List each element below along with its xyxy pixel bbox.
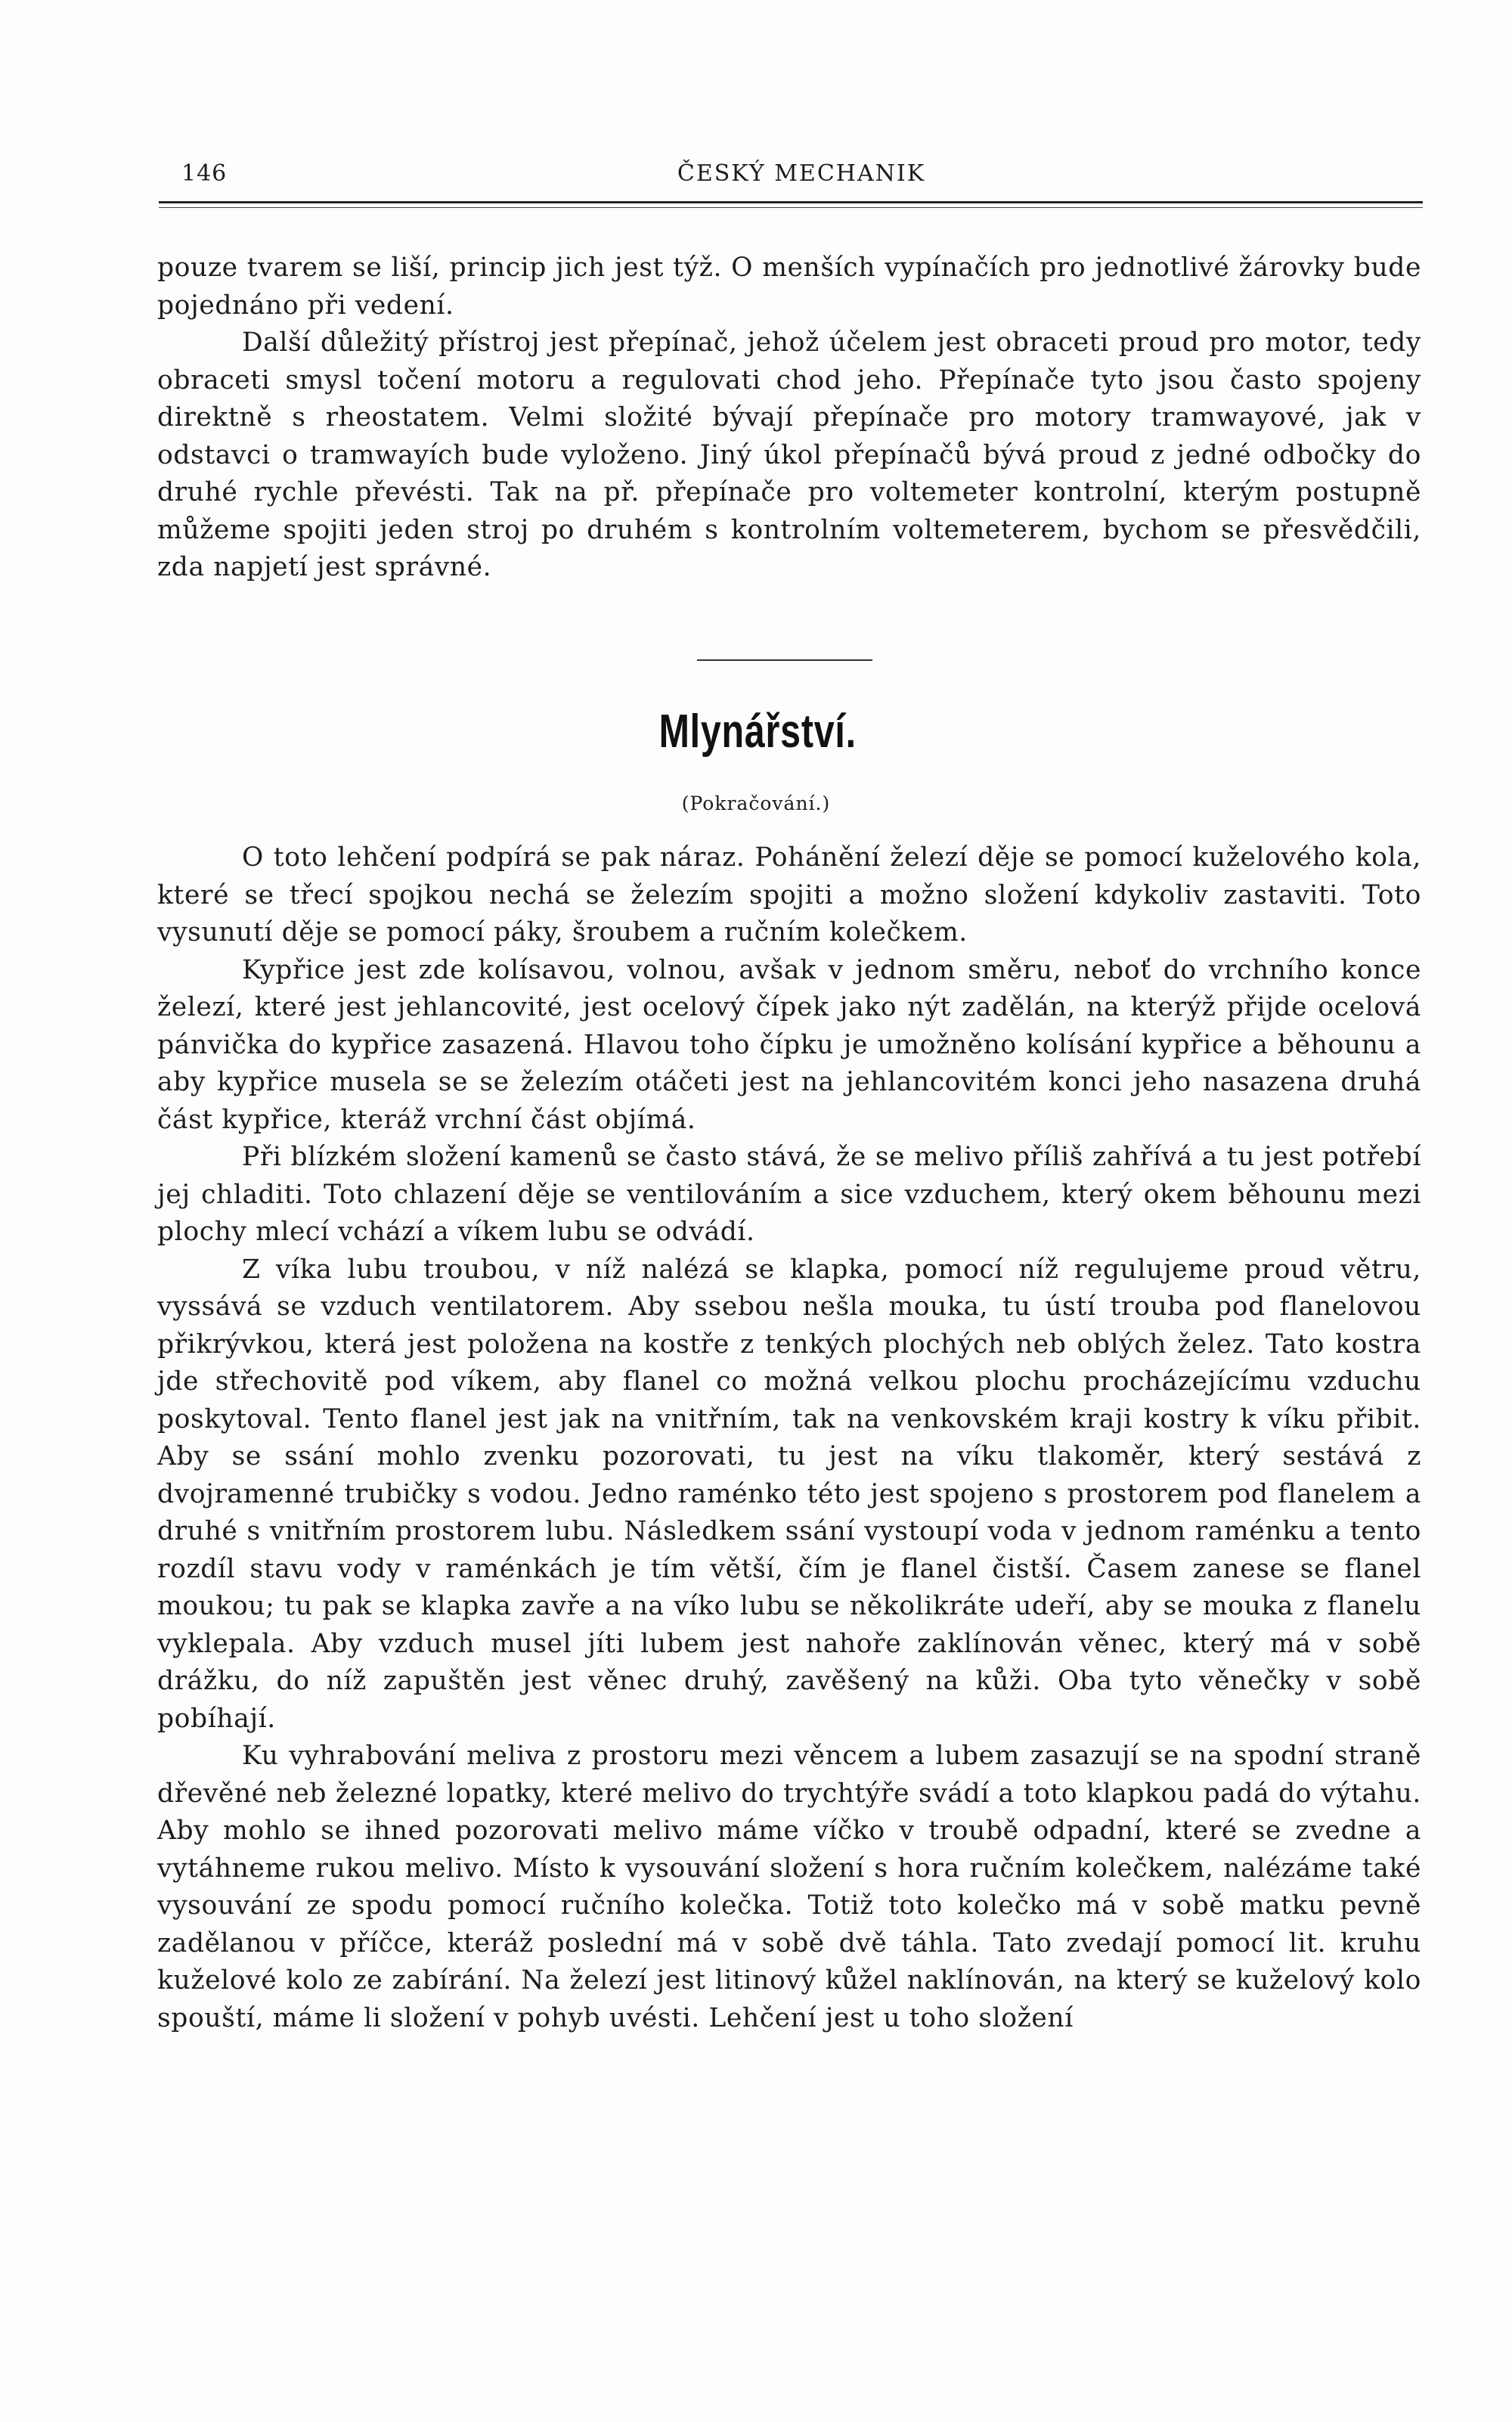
intro-text — [157, 250, 1421, 587]
section-subtitle: (Pokračování.) — [681, 792, 831, 814]
header-rule — [159, 201, 1423, 203]
section-title: Mlynářství. — [658, 706, 857, 758]
paragraph: Z víka lubu troubou, v níž nalézá se klapka, pomocí níž regulujeme proud větru, vyssává se vzduch ventilatorem. Aby ssebou nešla mouka, tu ústí trouba pod flanelovou přikrývkou, která jest položena na kostře z tenkých plochých neb oblých želez. Tato kostra jde střechovitě pod víkem, aby flanel co možná velkou plochu procházejícímu vzduchu poskytoval. Tento flanel jest jak na vnitřním, tak na venkovském kraji kostry k víku přibit. Aby se ssání mohlo zvenku pozorovati, tu jest na víku tlakoměr, který sestává z dvojramenné trubičky s vodou. Jedno raménko této jest spojeno s prostorem pod flanelem a druhé s vnitřním prostorem lubu. Následkem ssání vystoupí voda v jednom raménku a tento rozdíl stavu vody v raménkách je tím větší, čím je flanel čistší. Časem zanese se flanel moukou; tu pak se klapka zavře a na víko lubu se několikráte udeří, aby se mouka z flanelu vyklepala. Aby vzduch musel jíti lubem jest nahoře zaklínován věnec, který má v sobě drážku, do níž zapuštěn jest věnec druhý, zavěšený na kůži. Oba tyto věnečky v sobě pobíhají. — [157, 1254, 1421, 1734]
header-rule-thin — [159, 207, 1423, 208]
page-number: 146 — [181, 160, 228, 187]
paragraph: Ku vyhrabování meliva z prostoru mezi věncem a lubem zasazují se na spodní straně dřevěné neb železné lopatky, které melivo do trychtýře svádí a toto klapkou padá do výtahu. Aby mohlo se ihned pozorovati melivo máme víčko v troubě odpadní, které se zvedne a vytáhneme rukou melivo. Místo k vysouvání složení s hora ručním kolečkem, nalézáme také vysouvání ze spodu pomocí ručního kolečka. Totiž toto kolečko má v sobě matku pevně zadělanou v příčce, kteráž poslední má v sobě dvě táhla. Tato zvedají pomocí lit. kruhu kuželové kolo ze zabírání. Na železí jest litinový kůžel naklínován, na který se kuželový kolo spouští, máme li složení v pohyb uvésti. Lehčení jest u toho složení — [157, 1741, 1421, 2033]
paragraph: O toto lehčení podpírá se pak náraz. Pohánění železí děje se pomocí kuželového kola, které se třecí spojkou nechá se železím spojiti a možno složení kdykoliv zastaviti. Toto vysunutí děje se pomocí páky, šroubem a ručním kolečkem. — [157, 842, 1421, 947]
paragraph: Při blízkém složení kamenů se často stává, že se melivo příliš zahřívá a tu jest potřebí jej chladiti. Toto chlazení děje se ventilováním a sice vzduchem, který okem běhounu mezi plochy mlecí vchází a víkem lubu se odvádí. — [157, 1142, 1421, 1247]
running-title: ČESKÝ MECHANIK — [677, 160, 926, 187]
page-header — [181, 160, 1421, 198]
section-separator — [697, 659, 872, 661]
paragraph: Kypřice jest zde kolísavou, volnou, avšak v jednom směru, neboť do vrchního konce železí, které jest jehlancovité, jest ocelový čípek jako nýt zadělán, na kterýž přijde ocelová pánvička do kypřice zasazená. Hlavou toho čípku je umožněno kolísání kypřice a běhounu a aby kypřice musela se se železím otáčeti jest na jehlancovitém konci jeho nasazena druhá část kypřice, kteráž vrchní část objímá. — [157, 954, 1421, 1135]
paragraph: Další důležitý přístroj jest přepínač, jehož účelem jest obraceti proud pro motor, tedy obraceti smysl točení motoru a regulovati chod jeho. Přepínače tyto jsou často spojeny direktně s rheostatem. Velmi složité bývají přepínače pro motory tramwayové, jak v odstavci o tramwayích bude vyloženo. Jiný úkol přepínačů bývá proud z jedné odbočky do druhé rychle převésti. Tak na př. přepínače pro voltemeter kontrolní, kterým postupně můžeme spojiti jeden stroj po druhém s kontrolním voltemeterem, bychom se přesvědčili, zda napjetí jest správné. — [157, 327, 1421, 582]
section-text — [157, 839, 1421, 2037]
paragraph: pouze tvarem se liší, princip jich jest týž. O menších vypínačích pro jednotlivé žárovky bude pojednáno při vedení. — [157, 253, 1421, 321]
